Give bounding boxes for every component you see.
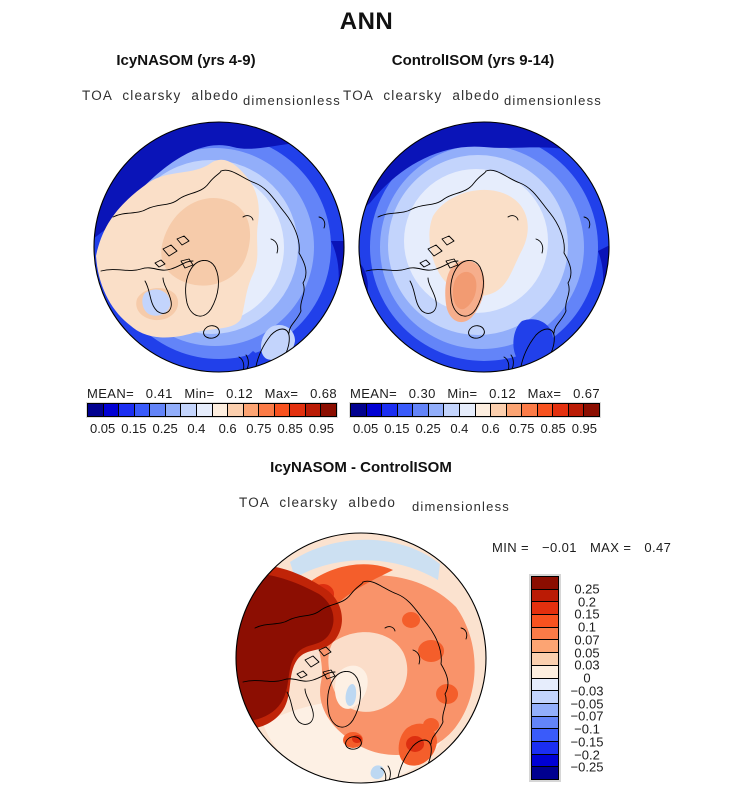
- colorbar-segment: [289, 403, 306, 417]
- colorbar-tick-label: 0.2: [577, 594, 597, 609]
- colorbar-segment: [212, 403, 229, 417]
- colorbar-segment: [475, 403, 492, 417]
- colorbar-diff: [531, 576, 559, 780]
- colorbar-tick-label: 0.75: [246, 421, 272, 436]
- colorbar-tick-label: 0.05: [89, 421, 116, 436]
- colorbar-segment: [366, 403, 383, 417]
- colorbar-segment: [531, 665, 559, 679]
- colorbar-ticks-right: [350, 421, 600, 436]
- map-icynasom: [93, 121, 345, 373]
- colorbar-segment: [320, 403, 337, 417]
- colorbar-ticks-left: [87, 421, 337, 436]
- colorbar-segment: [134, 403, 151, 417]
- colorbar-left: [87, 403, 337, 417]
- colorbar-tick-label: 0.75: [509, 421, 535, 436]
- mean-label: MEAN=: [87, 386, 135, 401]
- colorbar-tick-label: −0.05: [570, 696, 604, 711]
- colorbar-segment: [196, 403, 213, 417]
- panel-title-icynasom: IcyNASOM (yrs 4-9): [116, 52, 256, 69]
- units-label-right: dimensionless: [504, 93, 602, 108]
- page-title: ANN: [339, 8, 394, 35]
- panel-title-controlisom: ControlISOM (yrs 9-14): [391, 52, 555, 69]
- colorbar-segment: [531, 690, 559, 704]
- max-label: MAX =: [589, 540, 632, 555]
- colorbar-segment: [180, 403, 197, 417]
- mean-label: MEAN=: [350, 386, 398, 401]
- colorbar-segment: [227, 403, 244, 417]
- colorbar-tick-label: 0.25: [152, 421, 178, 436]
- colorbar-tick-label: 0.15: [121, 421, 147, 436]
- colorbar-tick-label: 0.6: [481, 421, 500, 436]
- colorbar-tick-label: 0: [583, 670, 591, 686]
- colorbar-segment: [459, 403, 476, 417]
- colorbar-tick-label: −0.03: [570, 683, 604, 699]
- panel-title-diff: IcyNASOM - ControlISOM: [270, 459, 452, 476]
- colorbar-tick-label: 0.05: [352, 421, 379, 436]
- map-controlisom: [358, 121, 610, 373]
- max-value: 0.67: [573, 386, 600, 401]
- max-value: 0.68: [310, 386, 337, 401]
- colorbar-tick-label: 0.07: [574, 632, 600, 648]
- colorbar-segment: [531, 754, 559, 768]
- colorbar-tick-label: 0.95: [571, 421, 598, 436]
- colorbar-segment: [243, 403, 260, 417]
- colorbar-segment: [531, 576, 559, 590]
- min-value: 0.12: [226, 386, 254, 401]
- min-value: −0.01: [542, 540, 577, 555]
- colorbar-segment: [531, 766, 559, 780]
- colorbar-segment: [568, 403, 585, 417]
- colorbar-tick-label: −0.2: [574, 747, 600, 762]
- colorbar-tick-label: 0.15: [384, 421, 410, 436]
- colorbar-segment: [583, 403, 600, 417]
- units-label-left: dimensionless: [243, 93, 341, 108]
- colorbar-segment: [381, 403, 398, 417]
- colorbar-segment: [305, 403, 322, 417]
- colorbar-tick-label: −0.25: [570, 759, 604, 775]
- colorbar-segment: [490, 403, 507, 417]
- colorbar-segment: [531, 716, 559, 730]
- colorbar-segment: [531, 601, 559, 615]
- colorbar-segment: [118, 403, 135, 417]
- colorbar-segment: [149, 403, 166, 417]
- colorbar-tick-label: −0.07: [570, 708, 604, 724]
- colorbar-segment: [521, 403, 538, 417]
- colorbar-segment: [428, 403, 445, 417]
- colorbar-segment: [506, 403, 523, 417]
- max-value: 0.47: [644, 540, 672, 555]
- map-difference: [235, 532, 487, 784]
- field-label-diff: TOA clearsky albedo: [239, 495, 397, 510]
- mean-value: 0.30: [408, 386, 436, 401]
- colorbar-tick-label: −0.1: [574, 721, 600, 737]
- units-label-diff: dimensionless: [412, 499, 510, 514]
- colorbar-tick-label: 0.95: [308, 421, 335, 436]
- colorbar-tick-label: 0.6: [218, 421, 237, 436]
- mean-value: 0.41: [145, 386, 173, 401]
- colorbar-tick-label: 0.25: [574, 581, 600, 597]
- min-value: 0.12: [489, 386, 517, 401]
- colorbar-segment: [531, 639, 559, 653]
- colorbar-segment: [531, 652, 559, 666]
- colorbar-tick-label: 0.1: [577, 619, 597, 635]
- field-label-right: TOA clearsky albedo: [343, 88, 501, 103]
- colorbar-right: [350, 403, 600, 417]
- colorbar-segment: [552, 403, 569, 417]
- colorbar-segment: [537, 403, 554, 417]
- stats-right: [350, 386, 600, 401]
- stats-left: [87, 386, 337, 401]
- colorbar-segment: [531, 728, 559, 742]
- max-label: Max=: [264, 386, 299, 401]
- colorbar-tick-label: 0.4: [187, 421, 206, 436]
- colorbar-tick-label: 0.85: [540, 421, 566, 436]
- colorbar-segment: [350, 403, 367, 417]
- colorbar-tick-label: 0.03: [574, 657, 600, 673]
- min-label: MIN =: [492, 540, 530, 555]
- colorbar-tick-label: −0.15: [570, 734, 604, 750]
- colorbar-segment: [531, 678, 559, 692]
- colorbar-segment: [397, 403, 414, 417]
- colorbar-segment: [274, 403, 291, 417]
- colorbar-tick-label: 0.05: [574, 645, 600, 660]
- colorbar-segment: [103, 403, 120, 417]
- field-label-left: TOA clearsky albedo: [82, 88, 240, 103]
- max-label: Max=: [527, 386, 562, 401]
- colorbar-tick-label: 0.15: [574, 606, 600, 622]
- colorbar-segment: [531, 741, 559, 755]
- stats-diff: [492, 540, 671, 555]
- colorbar-segment: [412, 403, 429, 417]
- min-label: Min=: [184, 386, 215, 401]
- colorbar-segment: [531, 614, 559, 628]
- colorbar-segment: [531, 627, 559, 641]
- min-label: Min=: [447, 386, 478, 401]
- colorbar-segment: [258, 403, 275, 417]
- colorbar-ticks-diff: [561, 576, 613, 780]
- colorbar-tick-label: 0.25: [415, 421, 441, 436]
- colorbar-tick-label: 0.85: [277, 421, 303, 436]
- colorbar-segment: [165, 403, 182, 417]
- colorbar-tick-label: 0.4: [450, 421, 469, 436]
- colorbar-segment: [87, 403, 104, 417]
- colorbar-segment: [531, 589, 559, 603]
- colorbar-segment: [443, 403, 460, 417]
- colorbar-segment: [531, 703, 559, 717]
